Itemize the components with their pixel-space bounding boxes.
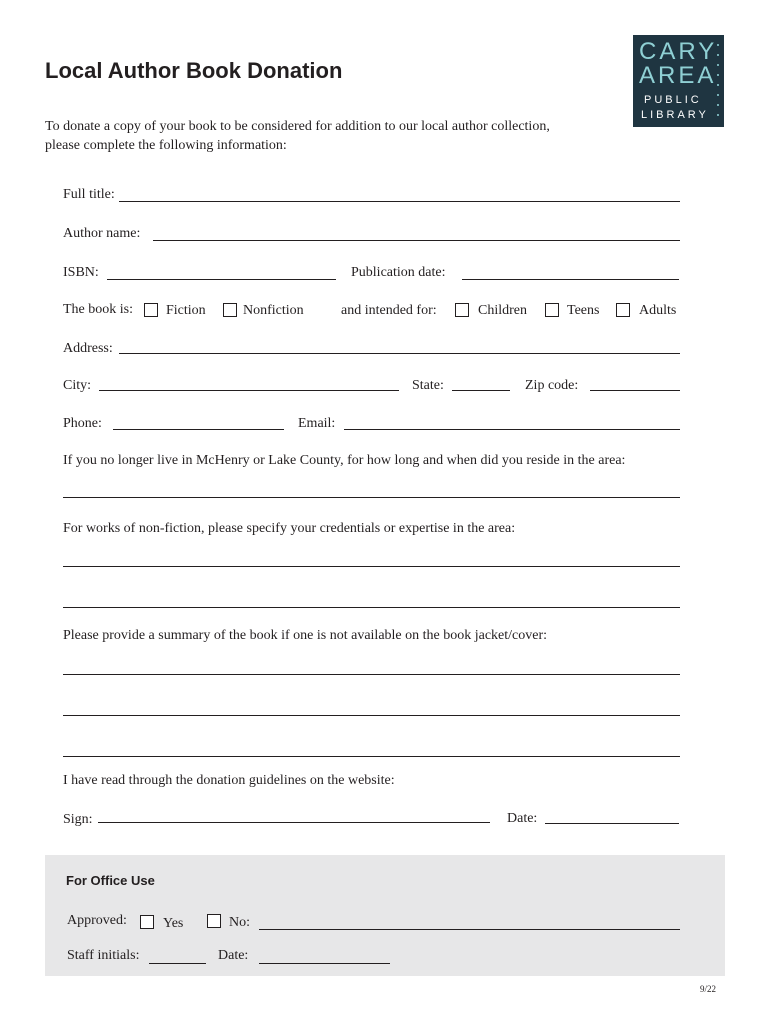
isbn-label: ISBN:: [63, 265, 99, 280]
author-name-field[interactable]: [153, 240, 680, 241]
staff-initials-label: Staff initials:: [67, 948, 140, 963]
children-checkbox[interactable]: [455, 303, 469, 317]
approved-no-checkbox[interactable]: [207, 914, 221, 928]
city-field[interactable]: [99, 390, 399, 391]
signature-date-field[interactable]: [545, 823, 679, 824]
signature-date-label: Date:: [507, 811, 538, 826]
credentials-question: For works of non-fiction, please specify your credentials or expertise in the area:: [63, 521, 516, 536]
isbn-field[interactable]: [107, 279, 336, 280]
zip-code-field[interactable]: [590, 390, 680, 391]
page-code: 9/22: [700, 984, 717, 994]
children-label: Children: [478, 303, 527, 318]
author-name-label: Author name:: [63, 226, 141, 241]
intro-line-2: please complete the following information:: [45, 138, 287, 153]
fiction-checkbox[interactable]: [144, 303, 158, 317]
logo-line-public: PUBLIC: [644, 94, 702, 106]
book-is-label: The book is:: [63, 302, 133, 317]
approved-yes-checkbox[interactable]: [140, 915, 154, 929]
logo-line-area: AREA: [639, 62, 717, 89]
office-date-field[interactable]: [259, 963, 390, 964]
logo-line-cary: CARY: [639, 38, 718, 65]
residence-answer-line-1[interactable]: [63, 497, 680, 498]
logo-dots-decoration: [717, 44, 720, 124]
publication-date-label: Publication date:: [351, 265, 446, 280]
fiction-label: Fiction: [166, 303, 206, 318]
intro-text: [45, 117, 625, 155]
sign-label: Sign:: [63, 812, 93, 827]
intended-for-label: and intended for:: [341, 303, 437, 318]
state-label: State:: [412, 378, 444, 393]
full-title-field[interactable]: [119, 201, 680, 202]
email-label: Email:: [298, 416, 336, 431]
residence-question: If you no longer live in McHenry or Lake County, for how long and when did you reside in the area:: [63, 453, 626, 468]
page-title: Local Author Book Donation: [45, 58, 343, 83]
zip-code-label: Zip code:: [525, 378, 579, 393]
teens-checkbox[interactable]: [545, 303, 559, 317]
teens-label: Teens: [567, 303, 600, 318]
adults-checkbox[interactable]: [616, 303, 630, 317]
phone-label: Phone:: [63, 416, 102, 431]
office-use-title: For Office Use: [66, 873, 155, 888]
office-date-label: Date:: [218, 948, 249, 963]
publication-date-field[interactable]: [462, 279, 679, 280]
staff-initials-field[interactable]: [149, 963, 206, 964]
credentials-answer-line-1[interactable]: [63, 566, 680, 567]
approved-yes-label: Yes: [163, 916, 184, 931]
logo-line-library: LIBRARY: [641, 109, 709, 121]
state-field[interactable]: [452, 390, 510, 391]
full-title-label: Full title:: [63, 187, 115, 202]
approved-no-notes-field[interactable]: [259, 929, 680, 930]
city-label: City:: [63, 378, 92, 393]
intro-line-1: To donate a copy of your book to be considered for addition to our local author collection,: [45, 119, 550, 134]
cary-area-library-logo: [633, 35, 724, 127]
nonfiction-checkbox[interactable]: [223, 303, 237, 317]
email-field[interactable]: [344, 429, 680, 430]
approved-label: Approved:: [67, 913, 127, 928]
address-label: Address:: [63, 341, 113, 356]
summary-question: Please provide a summary of the book if one is not available on the book jacket/cover:: [63, 628, 548, 643]
summary-answer-line-1[interactable]: [63, 674, 680, 675]
adults-label: Adults: [639, 303, 677, 318]
phone-field[interactable]: [113, 429, 284, 430]
credentials-answer-line-2[interactable]: [63, 607, 680, 608]
nonfiction-label: Nonfiction: [243, 303, 304, 318]
signature-field[interactable]: [98, 822, 490, 823]
approved-no-label: No:: [229, 915, 250, 930]
address-field[interactable]: [119, 353, 680, 354]
summary-answer-line-2[interactable]: [63, 715, 680, 716]
guidelines-statement: I have read through the donation guidelines on the website:: [63, 773, 395, 788]
summary-answer-line-3[interactable]: [63, 756, 680, 757]
